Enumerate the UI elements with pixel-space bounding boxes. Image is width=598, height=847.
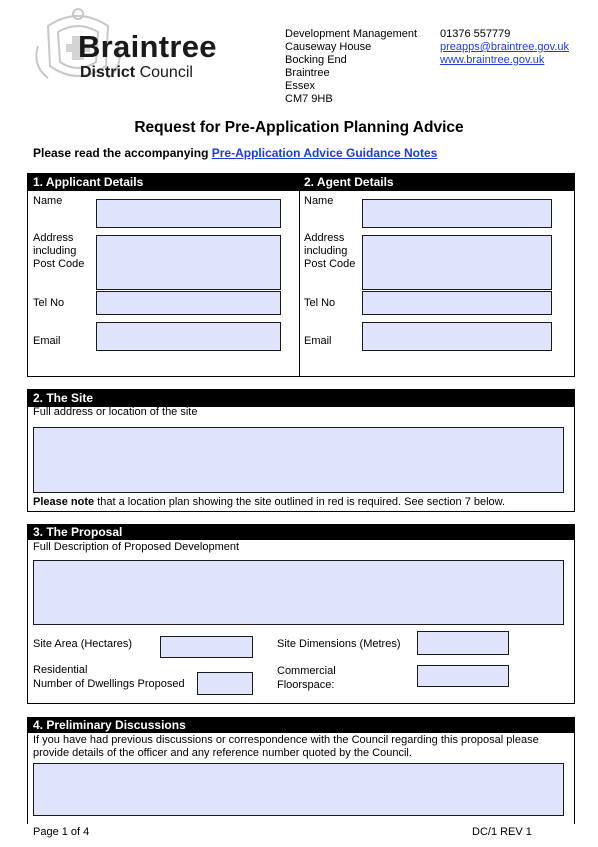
section-header-bar	[28, 174, 574, 191]
site-address-field[interactable]	[33, 427, 564, 493]
applicant-email-field[interactable]	[96, 322, 281, 351]
agent-address-field[interactable]	[362, 235, 552, 290]
label-line: including	[304, 245, 348, 257]
logo-name: Braintree	[78, 29, 217, 64]
address-line: Development Management	[285, 28, 418, 40]
proposal-label: Full Description of Proposed Development	[33, 541, 240, 553]
commercial-floorspace-field[interactable]	[417, 665, 509, 687]
text-line: If you have had previous discussions or correspondence with the Council regarding this proposal please	[33, 734, 539, 746]
label-line: Post Code	[304, 258, 356, 270]
page-number: Page 1 of 4	[33, 826, 90, 838]
intro-text: Please read the accompanying	[33, 146, 209, 160]
label-line: Address	[33, 232, 74, 244]
proposal-heading: 3. The Proposal	[33, 525, 123, 539]
label-line: Post Code	[33, 258, 85, 270]
applicant-tel-label: Tel No	[33, 297, 65, 309]
website-link[interactable]: www.braintree.gov.uk	[440, 54, 545, 66]
address-line: CM7 9HB	[285, 93, 333, 105]
applicant-name-field[interactable]	[96, 199, 281, 228]
agent-name-field[interactable]	[362, 199, 552, 228]
intro-line	[33, 146, 437, 160]
site-note	[33, 496, 505, 509]
form-reference: DC/1 REV 1	[472, 826, 532, 838]
site-note-text: that a location plan showing the site outlined in red is required. See section 7 below.	[94, 496, 506, 508]
proposal-description-field[interactable]	[33, 560, 564, 625]
site-note-bold: Please note	[33, 496, 95, 508]
agent-tel-field[interactable]	[362, 291, 552, 315]
agent-tel-label: Tel No	[304, 297, 336, 309]
council-address	[285, 28, 417, 106]
section-header-bar	[28, 718, 574, 733]
applicant-name-label: Name	[33, 195, 63, 207]
guidance-notes-link[interactable]: Pre-Application Advice Guidance Notes	[211, 146, 438, 160]
discussions-field[interactable]	[33, 763, 564, 816]
label-line: Floorspace:	[277, 679, 335, 691]
council-logo	[28, 6, 258, 90]
address-line: Braintree	[285, 67, 330, 79]
discussions-heading: 4. Preliminary Discussions	[33, 718, 186, 732]
address-line: Bocking End	[285, 54, 347, 66]
address-line: Essex	[285, 80, 315, 92]
label-line: Commercial	[277, 665, 336, 677]
site-label: Full address or location of the site	[33, 406, 198, 418]
agent-name-label: Name	[304, 195, 334, 207]
site-area-field[interactable]	[160, 636, 253, 658]
agent-address-label	[304, 232, 355, 271]
applicant-heading: 1. Applicant Details	[33, 175, 144, 189]
applicant-email-label: Email	[33, 335, 61, 347]
residential-label	[33, 664, 185, 691]
logo-subtitle-rest: Council	[139, 64, 193, 81]
agent-email-field[interactable]	[362, 322, 552, 351]
section-header-bar	[28, 390, 574, 407]
applicant-tel-field[interactable]	[96, 291, 281, 315]
logo-subtitle-bold: District	[80, 64, 136, 81]
column-divider	[299, 191, 300, 377]
dwellings-field[interactable]	[197, 672, 253, 695]
email-link[interactable]: preapps@braintree.gov.uk	[440, 41, 569, 53]
site-dimensions-field[interactable]	[417, 631, 509, 655]
site-area-label: Site Area (Hectares)	[33, 638, 133, 650]
label-line: Residential	[33, 664, 88, 676]
text-line: provide details of the officer and any reference number quoted by the Council.	[33, 747, 412, 759]
site-dimensions-label: Site Dimensions (Metres)	[277, 638, 401, 650]
agent-email-label: Email	[304, 335, 332, 347]
discussions-text	[33, 734, 539, 760]
label-line: Address	[304, 232, 345, 244]
council-contact	[440, 28, 569, 67]
label-line: including	[33, 245, 77, 257]
agent-heading: 2. Agent Details	[304, 175, 394, 189]
phone-number: 01376 557779	[440, 28, 511, 40]
logo-subtitle	[80, 64, 193, 82]
site-heading: 2. The Site	[33, 391, 94, 405]
section-header-bar	[28, 525, 574, 540]
address-line: Causeway House	[285, 41, 372, 53]
commercial-label	[277, 665, 336, 692]
label-line: Number of Dwellings Proposed	[33, 678, 185, 690]
applicant-address-field[interactable]	[96, 235, 281, 290]
form-title: Request for Pre-Application Planning Advice	[134, 119, 464, 136]
applicant-address-label	[33, 232, 84, 271]
